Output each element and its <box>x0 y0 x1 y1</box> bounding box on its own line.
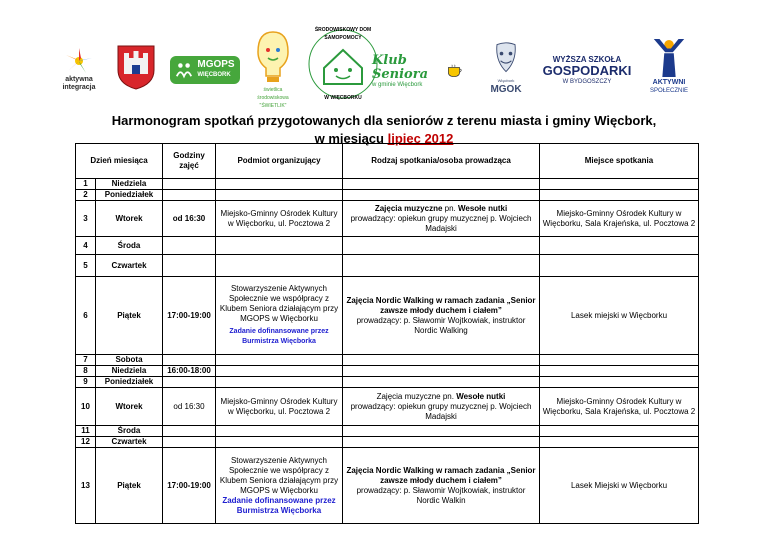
place-cell: Lasek miejski w Więcborku <box>540 277 699 355</box>
wsg-line1: WYŻSZA SZKOŁA <box>552 55 622 64</box>
organizer-cell: Miejsko-Gminny Ośrodek Kultury w Więcborku, ul. Pocztowa 2 <box>216 388 343 426</box>
table-row <box>76 426 699 437</box>
place-cell: Miejsko-Gminny Ośrodek Kultury w Więcborku, Sala Krajeńska, ul. Pocztowa 2 <box>540 201 699 237</box>
title-month: lipiec 2012 <box>387 131 454 146</box>
table-row <box>76 355 699 366</box>
day-name: Piątek <box>96 448 163 524</box>
hours-cell: 16:00-18:00 <box>163 366 216 377</box>
day-number: 13 <box>76 448 96 524</box>
coffee-cup-icon <box>447 62 464 80</box>
coat-of-arms-icon <box>116 44 156 90</box>
day-number: 8 <box>76 366 96 377</box>
day-name: Niedziela <box>96 179 163 190</box>
organizer-cell <box>216 448 343 524</box>
day-name: Wtorek <box>96 201 163 237</box>
hours-cell: od 16:30 <box>163 201 216 237</box>
wsg-line3: W BYDGOSZCZY <box>562 79 612 85</box>
funding-note: Zadanie dofinansowane przez Burmistrza Więcborka <box>229 328 329 345</box>
aktywna-integracja-logo <box>60 38 98 100</box>
day-name: Środa <box>96 426 163 437</box>
table-row <box>76 201 699 237</box>
header-row <box>76 144 699 179</box>
day-name: Wtorek <box>96 388 163 426</box>
day-number: 5 <box>76 255 96 277</box>
title-prefix: w miesiącu <box>314 131 388 146</box>
table-row <box>76 237 699 255</box>
mgok-name: MGOK <box>490 84 522 95</box>
people-icon <box>175 61 193 79</box>
day-name: Poniedziałek <box>96 190 163 201</box>
type-bold: Zajęcia Nordic Walking w ramach zadania „Senior zawsze młody duchem i ciałem” <box>346 295 536 315</box>
type-rest: prowadzący: p. Sławomir Wojtkowiak, instruktor Nordic Walkin <box>356 485 526 505</box>
wsg-line2: GOSPODARKI <box>542 63 632 78</box>
dom-arc-label: ŚRODOWISKOWY DOM SAMOPOMOCY <box>314 27 372 41</box>
aktywni-spolecznie-logo <box>646 32 692 100</box>
day-number: 7 <box>76 355 96 366</box>
srodowiskowy-dom-logo <box>306 24 380 104</box>
hours-cell: 17:00-19:00 <box>163 448 216 524</box>
type-mid: pn. <box>442 203 458 213</box>
header-type: Rodzaj spotkania/osoba prowadząca <box>343 144 540 179</box>
swietlica-label: świetlica środowiskowa "ŚWIETLIK" <box>257 87 289 109</box>
mgok-sub: Więcbork <box>497 78 515 83</box>
mgops-town: WIĘCBORK <box>197 72 231 78</box>
day-name: Sobota <box>96 355 163 366</box>
day-name: Czwartek <box>96 437 163 448</box>
table-row <box>76 255 699 277</box>
mgops-name: MGOPS <box>197 59 235 70</box>
type-cell <box>343 277 540 355</box>
day-number: 4 <box>76 237 96 255</box>
hours-cell: od 16:30 <box>163 388 216 426</box>
type-rest: prowadzący: p. Sławomir Wojtkowiak, instruktor Nordic Walking <box>356 315 526 335</box>
organizer-text: Stowarzyszenie Aktywnych Społecznie we współpracy z Klubem Seniora działającym przy MGOPS w Więcborku <box>219 284 339 323</box>
dom-town-label: W WIĘCBORKU <box>324 95 362 101</box>
header-day: Dzień miesiąca <box>76 144 163 179</box>
type-bold2: Wesołe nutki <box>457 203 508 213</box>
day-name: Niedziela <box>96 366 163 377</box>
type-bold: Wesołe nutki <box>456 391 506 401</box>
schedule-table <box>75 143 699 524</box>
table-row <box>76 437 699 448</box>
type-bold: Zajęcia muzyczne <box>374 203 443 213</box>
type-cell <box>343 448 540 524</box>
mgok-logo <box>484 40 528 96</box>
day-number: 10 <box>76 388 96 426</box>
table-row <box>76 448 699 524</box>
wiecbork-coat-of-arms <box>116 44 156 90</box>
wsg-logo <box>542 52 632 90</box>
table-row <box>76 179 699 190</box>
funding-note: Zadanie dofinansowane przez Burmistrza Więcborka <box>222 495 336 515</box>
table-row <box>76 277 699 355</box>
swietlica-logo <box>248 24 298 109</box>
table-row <box>76 190 699 201</box>
hours-cell: 17:00-19:00 <box>163 277 216 355</box>
klub-title: Klub Seniora <box>372 53 428 82</box>
place-cell: Lasek Miejski w Więcborku <box>540 448 699 524</box>
organizer-cell: Miejsko-Gminny Ośrodek Kultury w Więcborku, ul. Pocztowa 2 <box>216 201 343 237</box>
day-number: 1 <box>76 179 96 190</box>
header-hours: Godziny zajęć <box>163 144 216 179</box>
aktywni-line2: SPOŁECZNIE <box>649 88 688 94</box>
type-rest: prowadzący: opiekun grupy muzycznej p. Wojciech Madajski <box>350 213 532 233</box>
table-row <box>76 366 699 377</box>
klub-subtitle: w gminie Więcbork <box>372 82 423 88</box>
type-rest: prowadzący: opiekun grupy muzycznej p. Wojciech Madajski <box>350 401 532 421</box>
day-number: 6 <box>76 277 96 355</box>
logo-strip <box>60 24 700 109</box>
table-row <box>76 377 699 388</box>
theatre-mask-icon <box>486 41 526 77</box>
raised-arms-figure-icon <box>650 37 688 79</box>
organizer-text: Stowarzyszenie Aktywnych Społecznie we współpracy z Klubem Seniora działającym przy MGOPS w Więcborku <box>219 455 339 495</box>
table-row <box>76 388 699 426</box>
day-number: 9 <box>76 377 96 388</box>
organizer-cell <box>216 277 343 355</box>
day-number: 12 <box>76 437 96 448</box>
aktywni-line1: AKTYWNI <box>652 79 686 86</box>
day-name: Piątek <box>96 277 163 355</box>
aktywna-label: aktywna integracja <box>62 76 96 91</box>
day-number: 11 <box>76 426 96 437</box>
day-name: Poniedziałek <box>96 377 163 388</box>
day-number: 3 <box>76 201 96 237</box>
mgops-logo <box>170 56 240 84</box>
title-line1: Harmonogram spotkań przygotowanych dla seniorów z terenu miasta i gminy Więcbork, <box>111 113 657 128</box>
header-organizer: Podmiot organizujący <box>216 144 343 179</box>
day-name: Środa <box>96 237 163 255</box>
day-number: 2 <box>76 190 96 201</box>
header-place: Miejsce spotkania <box>540 144 699 179</box>
type-bold: Zajęcia Nordic Walking w ramach zadania „Senior zawsze młody duchem i ciałem” <box>346 465 536 485</box>
type-cell <box>343 388 540 426</box>
type-cell <box>343 201 540 237</box>
klub-seniora-logo <box>372 54 464 88</box>
day-name: Czwartek <box>96 255 163 277</box>
colorful-burst-icon <box>64 46 94 76</box>
place-cell: Miejsko-Gminny Ośrodek Kultury w Więcborku, Sala Krajeńska, ul. Pocztowa 2 <box>540 388 699 426</box>
type-pre: Zajęcia muzyczne pn. <box>376 391 457 401</box>
